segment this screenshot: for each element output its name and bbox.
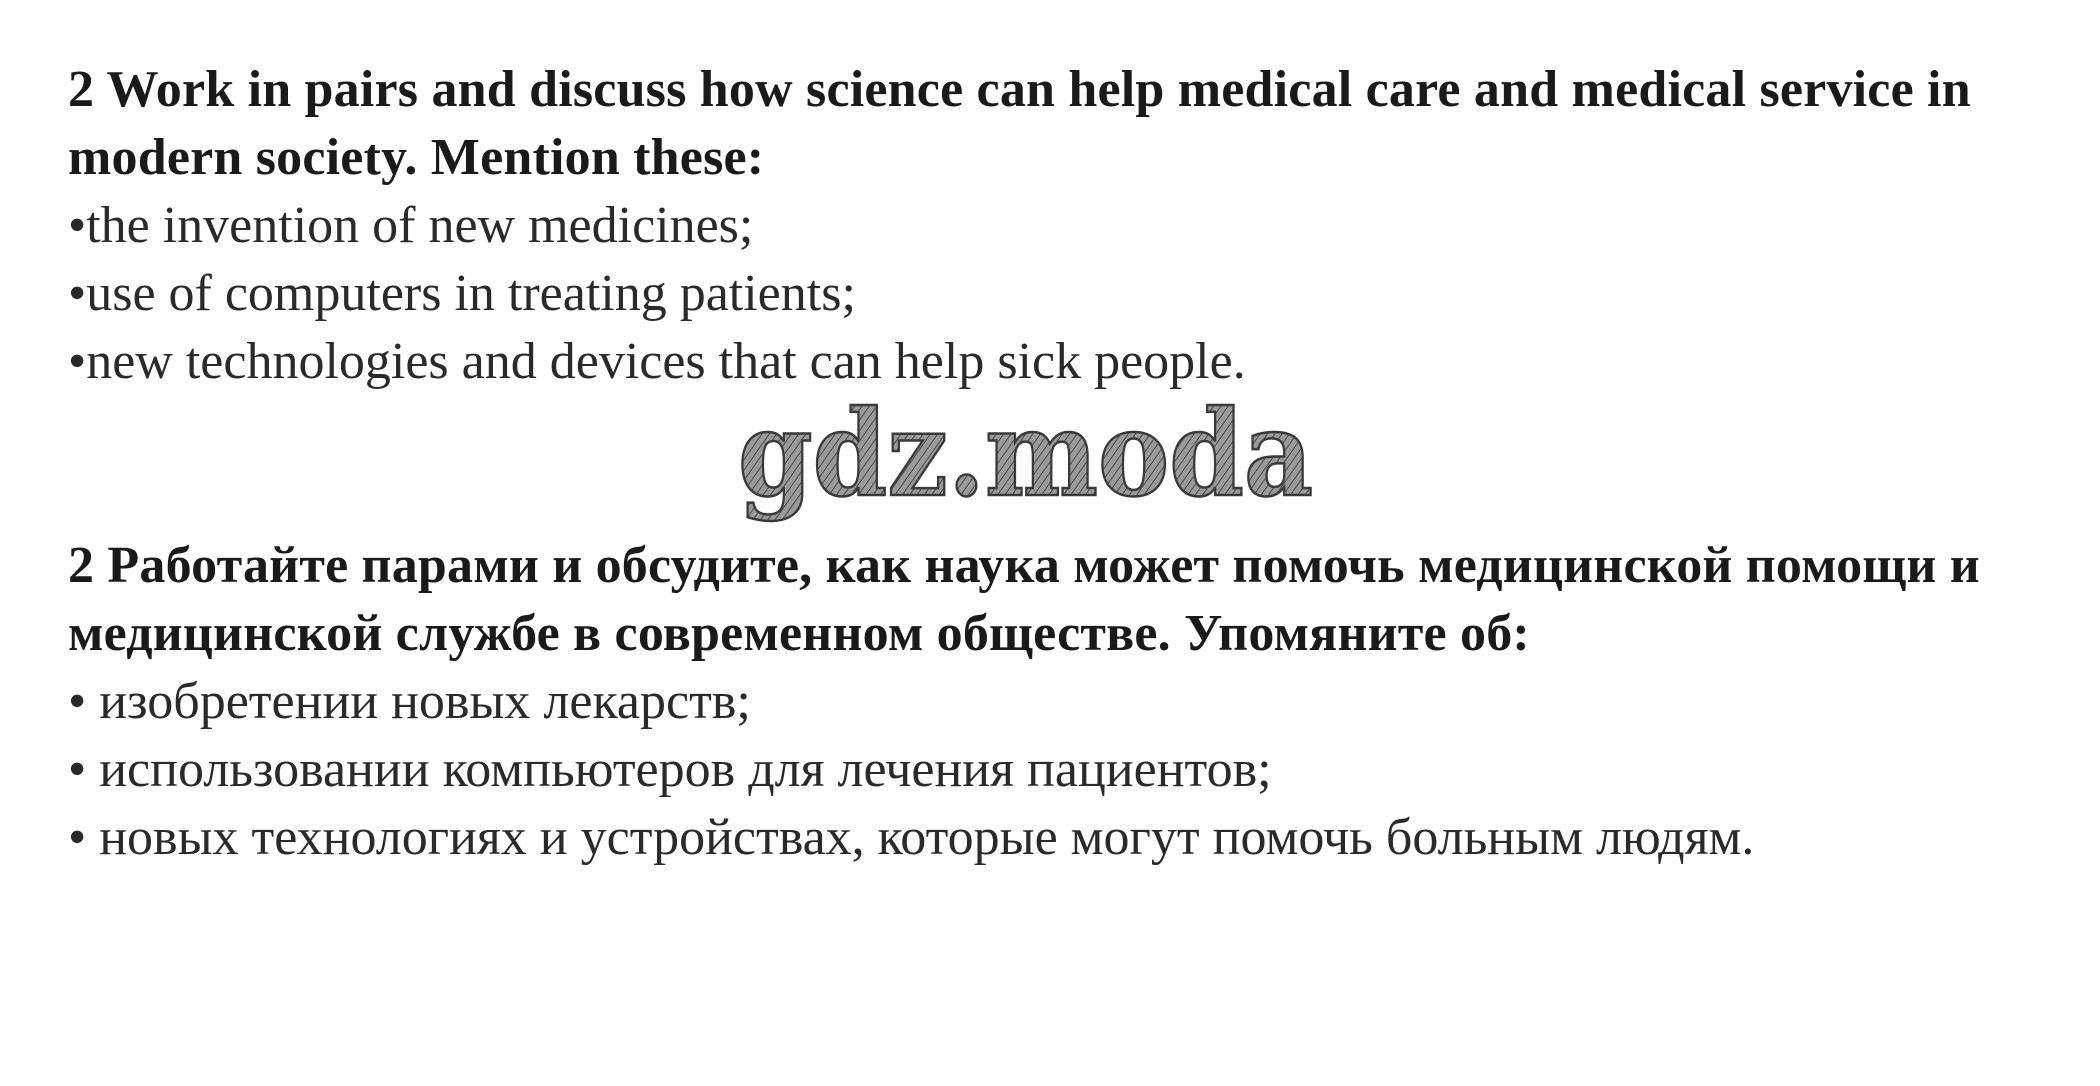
english-task-list: [68, 192, 2068, 396]
russian-list-item: • новых технологиях и устройствах, которые могут помочь больным людям.: [68, 809, 1755, 866]
watermark-text: gdz.moda: [738, 395, 1313, 523]
english-list-item: •new technologies and devices that can help sick people.: [68, 333, 1246, 390]
russian-list-item: • использовании компьютеров для лечения пациентов;: [68, 741, 1272, 798]
english-list-item: •the invention of new medicines;: [68, 197, 754, 254]
watermark-logo: [730, 395, 1330, 535]
russian-list-item: • изобретении новых лекарств;: [68, 673, 751, 730]
english-task-heading: 2 Work in pairs and discuss how science can help medical care and medical service in modern society. Mention these:: [68, 61, 1971, 186]
russian-task-list: [68, 668, 2068, 872]
russian-task: [68, 532, 2068, 872]
russian-task-heading: 2 Работайте парами и обсудите, как наука может помочь медицинской помощи и медицинской службе в современном обществе. Упомяните об:: [68, 537, 1980, 662]
english-task: [68, 56, 2068, 396]
english-list-item: •use of computers in treating patients;: [68, 265, 856, 322]
